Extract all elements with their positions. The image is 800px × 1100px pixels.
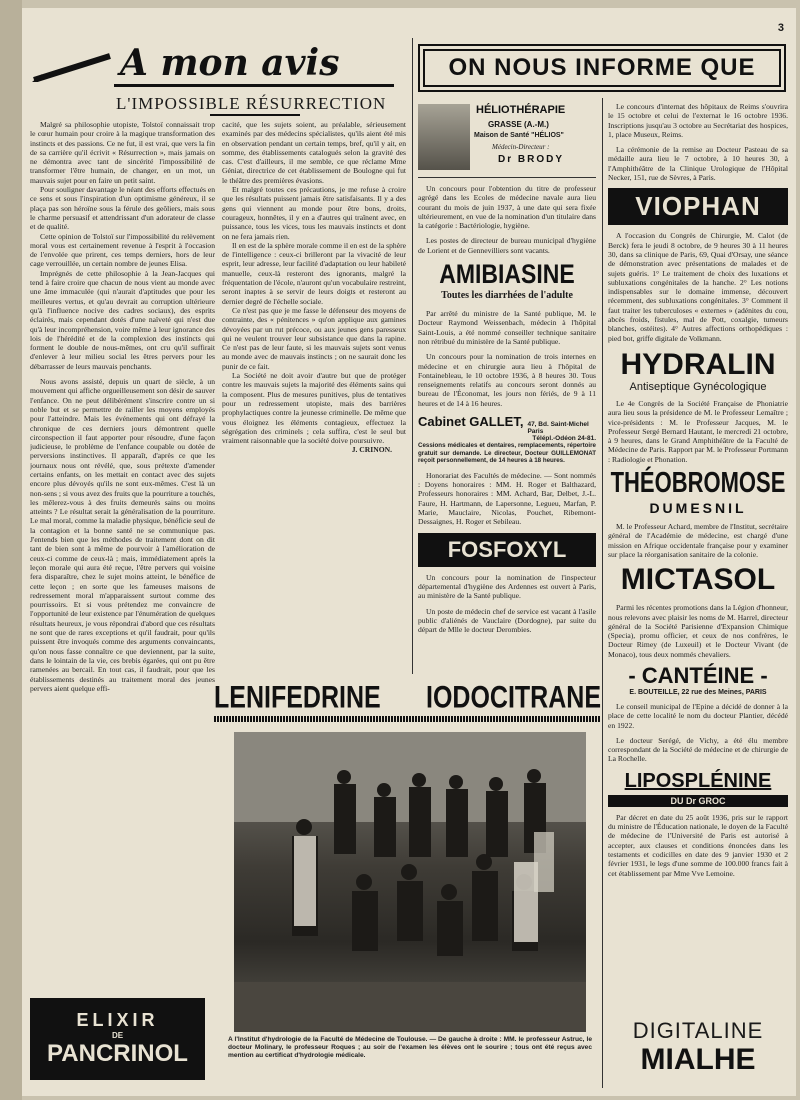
hydralin-label: HYDRALIN (620, 347, 776, 381)
notice: Par décret en date du 25 août 1936, pris sur le rapport du ministre de l'Éducation nationale, le doyen de la Faculté de médecine de l'Université de Paris est autorisé à accepter, aux clauses et conditions énoncées dans les testaments et codicilles en date des 9 janvier 1930 et 2 février 1931, le legs d'une somme de 100.000 francs fait à cet établissement par Mme Vve Lemoine. (608, 812, 788, 878)
gallet-name: Cabinet GALLET, (418, 414, 524, 430)
pen-icon (32, 52, 112, 82)
page-number: 3 (777, 22, 784, 34)
dumesnil-label: DUMESNIL (649, 500, 747, 517)
article-paragraph: La Société ne doit avoir d'autre but que de protéger contre les mauvais sujets la majorité des éléments sains qui la composent. Plus de mesures punitives, plus de tentatives pour un redressement utopiste, mais des barrières prophylactiques contre la jeunesse criminelle. De même que vous éloignez les éléments contagieux, effectuez la ségrégation des criminels ; cela suffira, c'est le seul but vraiment raisonnable que la société doive poursuivre. (222, 371, 406, 446)
photo-caption: A l'Institut d'hydrologie de la Faculté de Médecine de Toulouse. — De gauche à droite : MM. le professeur Astruc, le docteur Molinary, le professeur Roques ; au soir de l'examen les élèves ont le sourire ; tous ont été reçus avec mention au certificat d'hydrologie médicale. (228, 1036, 592, 1060)
column-rule (412, 38, 413, 674)
helio-name: Dr BRODY (498, 154, 565, 165)
theobromose-label: THÉOBROMOSE (610, 466, 786, 499)
title-ornament (210, 114, 300, 116)
informe-banner (418, 44, 786, 92)
notice: Par arrêté du ministre de la Santé publique, M. le Docteur Raymond Weissenbach, médecin à l'hôpital Saint-Louis, a été nommé conseiller technique sanitaire non rétribué du ministère de la Santé publique. (418, 309, 596, 346)
notice: Un concours pour la nomination de trois internes en médecine et en chirurgie aura lieu à l'hôpital de Fontainebleau, le 10 octobre 1936, à 8 heures 30. Tous renseignements relatifs au concours seront donnés au bureau de l'Économat, les jours non fériés, de 9 à 11 heures et de 14 à 16 heures. (418, 352, 596, 408)
mialhe-ad (608, 1018, 788, 1084)
liposplenine-ad (608, 770, 788, 807)
canteine-label: - CANTÉINE - (628, 662, 768, 688)
notice: Un concours pour l'obtention du titre de professeur agrégé dans les Ecoles de médecine navale aura lieu courant du mois de juin 1937, à une date qui sera fixée ultérieurement, en vue de la nomination d'un titulaire dans la catégorie : Bactériologie, hygiène. (418, 184, 596, 231)
gallet-text: Cessions médicales et dentaires, remplacements, répertoire gratuit sur demande. Le directeur, Docteur GUILLEMONAT reçoit personnellement, de 14 heures à 18 heures. (418, 442, 596, 465)
article-paragraph: Et malgré toutes ces précautions, je me refuse à croire que les résultats puissent jamais être satisfaisants. Il y a des gens qui viennent au monde pour être bons, droits, courageux, honnêtes, il y en a d'autres qui traînent avec, en puissance, tous les vices, tous les mauvais instincts et dont on ne fera jamais rien. (222, 185, 406, 241)
ad-divider-bar (214, 716, 600, 722)
helio-maison: Maison de Santé "HÉLIOS" (474, 132, 564, 139)
header-brand: A mon avis (120, 42, 340, 84)
amibiasine-ad (418, 261, 596, 301)
gallet-address: 47, Bd. Saint-Michel Paris (527, 421, 589, 436)
notice: Honorariat des Facultés de médecine. — Sont nommés : Doyens honoraires : MM. H. Roger et Balthazard, Professeurs honoraires : MM. Achard, Bar, Delbet, J.-L. Faure, H. Hartmann, de Lapersonne, Legueu, Marfan, P. Marie, Mauclaire, Nicolas, Pouchet, Ribemont-Dessaignes, H. Roger et Sebileau. (418, 470, 596, 527)
amibiasine-sub: Toutes les diarrhées de l'adulte (441, 290, 573, 302)
article-paragraph: Il en est de la sphère morale comme il en est de la sphère de l'intelligence : ceux-ci brilleront par la vivacité de leur esprit, leur adresse, leur facilité d'adaptation ou leur habileté manuelle, ceux-là resteront des ignorants, malgré la fréquentation de l'école, n'auront qu'un vocabulaire restreint, seront inaptes à se servir de leurs doigts et resteront au dernier degré de l'échelle sociale. (222, 240, 406, 306)
helio-place: GRASSE (A.-M.) (488, 120, 549, 129)
article-paragraph: Cette opinion de Tolstoï sur l'impossibilité du relèvement moral vous est certainement revenue à l'esprit à l'occasion de l'envolée que prirent, ces temps derniers, hors de leur cage verrouillée, un certain nombre de jeunes Elisa. (30, 231, 215, 269)
mialhe-label: MIALHE (640, 1043, 756, 1076)
hydralin-sub: Antiseptique Gynécologique (629, 380, 767, 393)
notice: A l'occasion du Congrès de Chirurgie, M. Calot (de Berck) fera le jeudi 8 octobre, de 9 heures 30 à 11 heures 30, dans sa clinique de Paris, 69, Quai d'Orsay, une séance de démonstration avec présentations de malades et de sujets guéris. 1° Le traitement de choix des luxations et subluxations congénitales de la hanche. 2° Les notions indispensables sur le domaine immense, découvert récemment, des subluxations congénitales. 3° Comment il faut traiter les tuberculoses « externes » (adénites du cou, abcès froids, fistules, mal de Pott, coxalgie, tumeurs blanches, ostéites). 4° Autres affections orthopédiques : pied bot, griffe digitale de Volkmann. (608, 231, 788, 343)
photo-figures (234, 732, 586, 1032)
hydralin-ad (608, 349, 788, 393)
article-paragraph: cacité, que les sujets soient, au préalable, sérieusement examinés par des médecins spécialistes, qu'ils aient été mis en observation pendant un certain temps, bref, qu'il y ait, en somme, des établissements catalogués selon la gravité des cas. C'est d'ailleurs, il me semble, ce que réclame Mme Géniat, directrice de cet établissement de Boulogne qui fut le théâtre des premières évasions. (222, 120, 406, 185)
header-underline (114, 84, 394, 87)
liposplenine-sub: DU Dr GROC (608, 795, 788, 807)
article-paragraph: Pour souligner davantage le néant des efforts effectués en ce sens et sous l'inspiration d'un optimisme généreux, il se plaça pas son héroïne sous la férule des geôliers, mais sous le charme persuasif et attendrissant d'un adorateur de classe et de qualité. (30, 185, 215, 232)
notice: Parmi les récentes promotions dans la Légion d'honneur, nous relevons avec plaisir les noms de M. Harrel, directeur général de la Société Parisienne d'Expansion Chimique (Specia), promu officier, et ceux de nos confrères, le Docteur Rimey (de Luxeuil) et le Docteur Vivant (de Monaco), tous deux nommés chevaliers. (608, 603, 788, 659)
clinic-photo (418, 104, 470, 170)
digitaline-label: DIGITALINE (632, 1018, 764, 1043)
theobromose-ad (608, 466, 788, 517)
article-paragraph: Malgré sa philosophie utopiste, Tolstoï connaissait trop le cœur humain pour croire à la magique transformation des instincts et des passions. Ce ne fut, il est vrai, que vers la fin de sa carrière qu'il écrivit « Résurrection », mais jamais on ne démontra avec tant de sincérité l'impossibilité de transformer l'être humain, de changer, en un mot, un mauvais sujet pour en faire un petit saint. (30, 120, 215, 185)
elixir-label: ELIXIR (76, 1010, 159, 1030)
binding-spine (0, 0, 22, 1100)
lenifedrine-ad: LENIFEDRINE (214, 680, 381, 715)
newspaper-page (22, 8, 796, 1096)
liposplenine-label: LIPOSPLÉNINE (624, 769, 772, 792)
viophan-label: VIOPHAN (635, 191, 761, 222)
heliotherapie-ad (418, 102, 596, 178)
helio-title: HÉLIOTHÉRAPIE (476, 104, 566, 116)
column-header (30, 42, 406, 116)
notice: Le conseil municipal de l'Epine a décidé de donner à la place de cette localité le nom du docteur Plantier, décédé en 1922. (608, 701, 788, 730)
amibiasine-label: AMIBIASINE (439, 259, 575, 289)
notice: M. le Professeur Achard, membre de l'Institut, secrétaire général de l'Académie de médecine, est chargé d'une mission en Afrique occidentale française pour y examiner sur place la réorganisation sanitaire de la colonie. (608, 522, 788, 559)
notice: Le docteur Serégé, de Vichy, a été élu membre correspondant de la Société de médecine et de chirurgie de La Rochelle. (608, 735, 788, 764)
canteine-ad (608, 663, 788, 696)
notice: La cérémonie de la remise au Docteur Pasteau de sa médaille aura lieu le 7 octobre, à 10 heures 30, à l'Amphithéâtre de la Clinique Urologique de l'Hôpital Necker, 151, rue de Sèvres, à Paris. (608, 145, 788, 183)
article-paragraph: Imprégnés de cette philosophie à la Jean-Jacques qui tend à faire croire que chacun de nous vient au monde avec une âme immaculée (qui n'aurait d'aptitudes que pour les meilleures vertus, et qu'au devrait au corruption ultérieure qu'à l'influence nocive des cadres sociaux), des esprits éclairés, mais cependant dotés d'une naïveté qui n'est due qu'à leur incompréhension, voire même à leur ignorance des lois de l'hérédité et de la complexion des instincts qui forment le double de nous-mêmes, ont cru qu'il suffirait d'enlever à leur milieu social les êtres pervers pour les débarrasser de leurs mauvais penchants. (30, 268, 215, 371)
viophan-ad (608, 188, 788, 225)
canteine-address: E. BOUTEILLE, 22 rue des Meines, PARIS (629, 688, 767, 696)
pancrinol-ad (30, 998, 205, 1080)
article-column-2 (222, 120, 406, 668)
iodocitrane-ad: IODOCITRANE (426, 680, 601, 715)
column-rule (602, 98, 603, 1088)
helio-director: Médecin-Directeur : (492, 143, 550, 151)
notice: Les postes de directeur de bureau municipal d'hygiène de Lorient et de Gennevilliers sont vacants. (418, 236, 596, 255)
gallet-tel: Télépl.-Odéon 24-81. (532, 435, 596, 443)
mictasol-ad: MICTASOL (620, 563, 776, 597)
article-paragraph: Ce n'est pas que je me fasse le défenseur des moyens de contrainte, des « pénitences » qu'on applique aux gamines dévoyées par un rut précoce, ou aux jeunes gens paresseux qui ne veulent trouver leur subsistance que dans la rapine. Ce n'est pas de leur faute, si les mauvais sujets sont venus au monde avec de mauvais instincts ; on ne saurait donc les punir de ce fait. (222, 305, 406, 371)
article-signature: J. CRINON. (351, 445, 392, 455)
de-label: DE (111, 1031, 124, 1040)
article-column-1 (30, 120, 215, 998)
right-column (608, 102, 788, 1092)
notice: Le 4e Congrès de la Société Française de Phoniatrie aura lieu sous la présidence de M. le Professeur Lemaître ; vice-présidents : M. le Professeur Jacques, M. le Professeur Sergé Bernard Hautant, le mercredi 21 octobre, à 9 heures, dans le Grand Amphithéâtre de la Faculté de Médecine de Paris. Rapport par M. le Professeur Portmann : Radiologie et Phonation. (608, 398, 788, 464)
article-paragraph: Nous avons assisté, depuis un quart de siècle, à un mouvement qui affiche orgueilleusement son désir de sauver l'enfance. On ne peut délibérément s'inscrire contre un si noble but et se permettre de railler les moyens employés pour l'atteindre. Mais les événements qui ont défrayé la chronique de ces derniers jours démontrent quelle circonspection il faut apporter pour résoudre, d'une façon judicieuse, le problème de l'enfance coupable ou dotée de perversions instinctives. Il apparaît, d'après ce que les journaux nous ont révélé, que, sous prétexte d'amender certains enfants, on les mettait en contact avec des sujets encore plus dévoyés qu'ils ne sont eux-mêmes. C'est là un non-sens ; si vous avez des fruits que la pourriture a touchés, les mêlerez-vous à des fruits demeurés sains ou moins atteints ? Le résultat serait la généralisation de la pourriture. Le mal moral, comme la maladie physique, bénéficie seul de la contagion et la bonne santé ne se communique pas. J'entends bien que les méthodes de traitement dont on dit tant de bien sont à même de pourvoir à l'amélioration de ceux-ci comme de ceux-là ; mais, immédiatement après la leçon morale qui aura été reçue, l'être pervers qui voisine fera disparaître, chez le sujet moins atteint, le bénéfice de cette leçon ; en sorte que les fameuses maisons de redressement moral m'apparaissent surtout comme des pourrissoirs. Et si vous prétendez me convaincre de l'opportunité de leur existence par l'énumération de quelques résultats heureux, je vous répondrai d'abord que ces résultats ne sont que de rares exceptions et qu'il faudrait, pour qu'ils puissent être invoqués comme des arguments convaincants, qu'on nous fasse connaître ce que deviennent, par la suite, dans le lointain de la vie, ces brebis égarées, qui ont pu être ramenées au bercail. En tout cas, il faudrait, pour que les établissements destinés au traitement moral des jeunes pervers aient quelque effi- (30, 377, 215, 693)
gallet-ad (418, 414, 596, 465)
informe-title: ON NOUS INFORME QUE (448, 54, 756, 81)
pancrinol-label: PANCRINOL (47, 1040, 188, 1067)
informe-column (418, 102, 596, 672)
notice: Un concours pour la nomination de l'inspecteur départemental d'hygiène des Ardennes est ouvert à Paris, au ministère de la Santé publique. (418, 572, 596, 601)
notice: Un poste de médecin chef de service est vacant à l'asile public d'aliénés de Vauclaire (Dordogne), par suite du départ de Mlle le docteur Derombies. (418, 606, 596, 635)
group-photo (234, 732, 586, 1032)
fosfoxyl-label: FOSFOXYL (447, 536, 567, 562)
notice: Le concours d'internat des hôpitaux de Reims s'ouvrira le 15 octobre et celui de l'externat le 16 octobre 1936. Inscriptions jusqu'au 3 octobre au Secrétariat des hospices, 1, place Museux, Reims. (608, 102, 788, 139)
fosfoxyl-ad (418, 533, 596, 567)
article-title: L'IMPOSSIBLE RÉSURRECTION (116, 94, 387, 113)
